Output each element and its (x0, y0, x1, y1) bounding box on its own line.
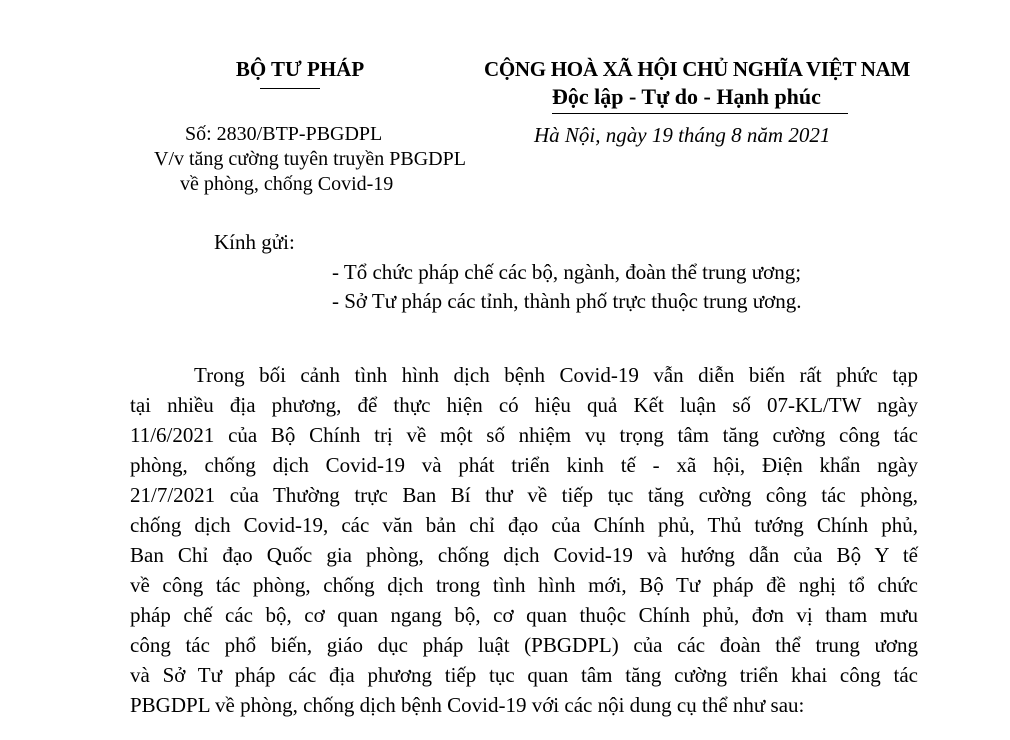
body-line: 11/6/2021 của Bộ Chính trị về một số nhiệm vụ trọng tâm tăng cường công tác (130, 423, 918, 447)
body-line: về công tác phòng, chống dịch trong tình hình mới, Bộ Tư pháp đề nghị tổ chức (130, 573, 918, 597)
national-motto: Độc lập - Tự do - Hạnh phúc (552, 84, 821, 109)
body-paragraph (130, 360, 918, 720)
issuer-block (150, 56, 450, 82)
document-number: Số: 2830/BTP-PBGDPL (185, 123, 383, 145)
body-line: Ban Chỉ đạo Quốc gia phòng, chống dịch Covid-19 và hướng dẫn của Bộ Y tế (130, 543, 918, 567)
subject-line-2: về phòng, chống Covid-19 (180, 173, 394, 195)
recipient-item: - Sở Tư pháp các tỉnh, thành phố trực thuộc trung ương. (332, 289, 802, 313)
agency-underline (260, 88, 320, 89)
body-line: Trong bối cảnh tình hình dịch bệnh Covid-19 vẫn diễn biến rất phức tạp (194, 363, 918, 387)
body-line: tại nhiều địa phương, để thực hiện có hiệu quả Kết luận số 07-KL/TW ngày (130, 393, 918, 417)
body-line: và Sở Tư pháp các địa phương tiếp tục quan tâm tăng cường triển khai công tác (130, 663, 918, 687)
place-and-date: Hà Nội, ngày 19 tháng 8 năm 2021 (534, 123, 831, 147)
body-line: công tác phổ biến, giáo dục pháp luật (PBGDPL) của các đoàn thể trung ương (130, 633, 918, 657)
agency-name: BỘ TƯ PHÁP (235, 57, 365, 81)
recipients-label: Kính gửi: (214, 230, 295, 254)
recipient-item: - Tổ chức pháp chế các bộ, ngành, đoàn thể trung ương; (332, 260, 802, 284)
body-line: pháp chế các bộ, cơ quan ngang bộ, cơ quan thuộc Chính phủ, đơn vị tham mưu (130, 603, 918, 627)
nation-name: CỘNG HOÀ XÃ HỘI CHỦ NGHĨA VIỆT NAM (484, 57, 910, 81)
body-line: chống dịch Covid-19, các văn bản chỉ đạo của Chính phủ, Thủ tướng Chính phủ, (130, 513, 918, 537)
body-line: phòng, chống dịch Covid-19 và phát triển kinh tế - xã hội, Điện khẩn ngày (130, 453, 918, 477)
body-line: PBGDPL về phòng, chống dịch bệnh Covid-19 với các nội dung cụ thể như sau: (130, 693, 805, 717)
subject-line-1: V/v tăng cường tuyên truyền PBGDPL (154, 148, 466, 170)
motto-underline (552, 113, 848, 114)
body-line: 21/7/2021 của Thường trực Ban Bí thư về tiếp tục tăng cường công tác phòng, (130, 483, 918, 507)
